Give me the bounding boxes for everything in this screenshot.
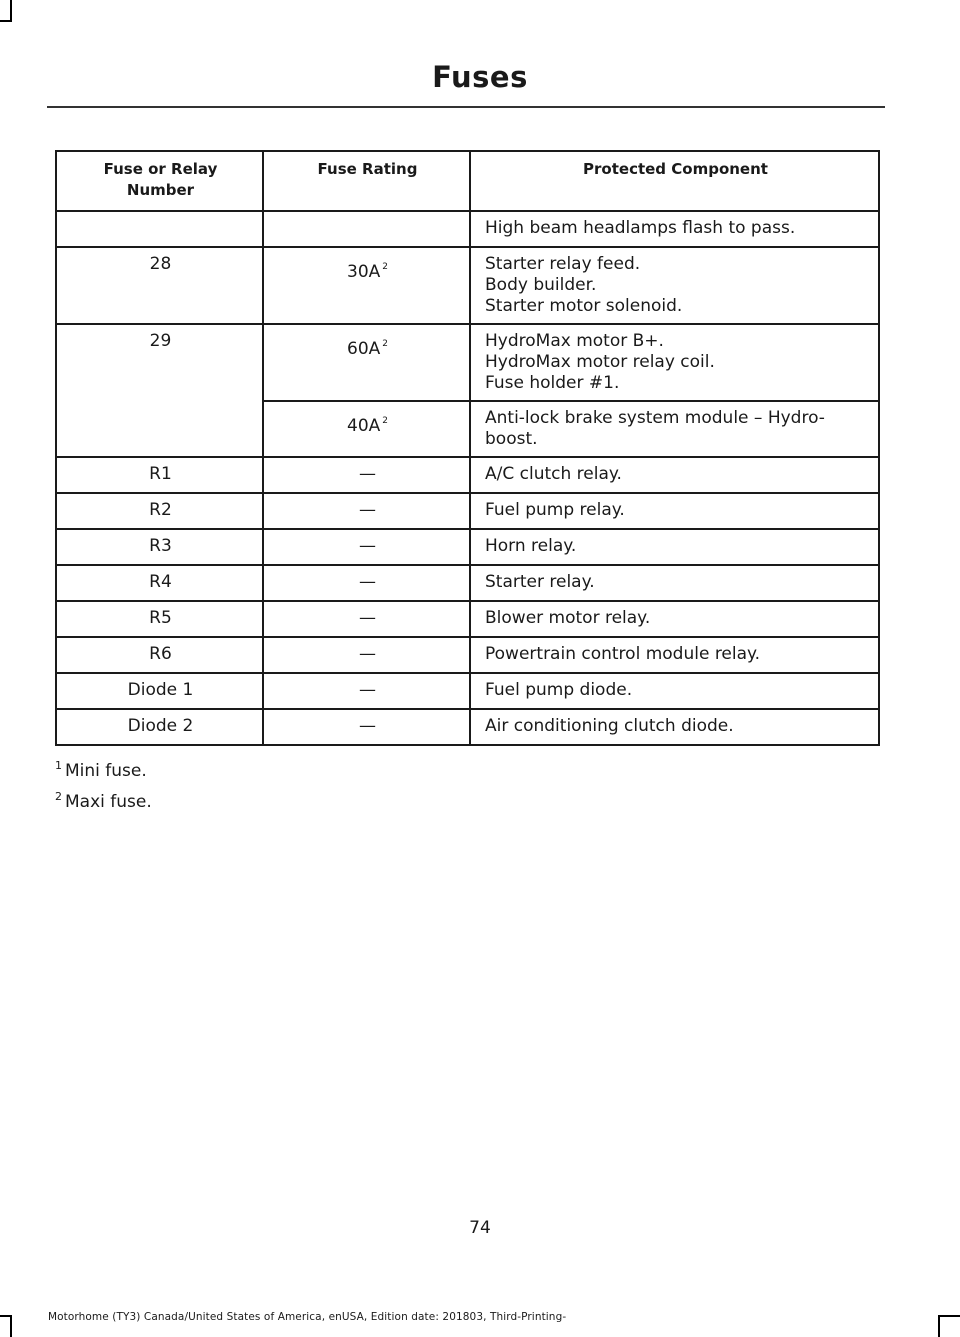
protected-component-cell [470,401,879,457]
table-body [56,211,879,745]
table-header-row [56,151,879,211]
fuse-number-cell: R6 [56,637,263,673]
component-line: Fuel pump diode. [485,680,633,700]
crop-mark [10,1315,12,1337]
fuse-number-cell: Diode 1 [56,673,263,709]
fuse-number-cell: R5 [56,601,263,637]
fuse-rating-cell [263,324,470,401]
component-line: Fuse holder #1. [485,373,620,393]
component-line: Blower motor relay. [485,608,651,628]
component-line: Starter motor solenoid. [485,296,683,316]
fuse-rating-value: — [359,608,376,628]
table-row [56,247,879,324]
footnote-text: Maxi fuse. [65,792,152,812]
footnotes [55,753,152,815]
fuse-table [55,150,880,746]
fuse-number-cell: R4 [56,565,263,601]
fuse-number-cell: R3 [56,529,263,565]
footnote-text: Mini fuse. [65,761,147,781]
fuse-rating-cell [263,493,470,529]
fuse-rating-cell [263,401,470,457]
crop-mark [0,20,12,22]
fuse-number-cell: Diode 2 [56,709,263,745]
protected-component-cell [470,247,879,324]
component-line: High beam headlamps flash to pass. [485,218,796,238]
protected-component-cell [470,211,879,247]
fuse-rating-value: 40A [347,416,381,436]
fuse-rating-cell [263,673,470,709]
fuse-rating-cell [263,709,470,745]
component-line: Powertrain control module relay. [485,644,761,664]
title-divider [47,106,885,108]
footnote-mark: 1 [55,759,62,772]
crop-mark [938,1315,940,1337]
table-row [56,457,879,493]
header-protected-component: Protected Component [470,151,879,211]
component-line: Starter relay. [485,572,595,592]
fuse-number-cell: 28 [56,247,263,324]
crop-mark [938,1315,960,1317]
table-row [56,673,879,709]
fuse-number-cell [56,211,263,247]
fuse-rating-value: — [359,644,376,664]
fuse-rating-cell [263,247,470,324]
fuse-rating-value: — [359,464,376,484]
footnote-mark: 2 [55,790,62,803]
fuse-rating-cell [263,565,470,601]
fuse-rating-cell [263,637,470,673]
header-fuse-number: Fuse or Relay Number [56,151,263,211]
protected-component-cell [470,601,879,637]
page-title: Fuses [432,60,528,94]
table-row [56,637,879,673]
component-line: A/C clutch relay. [485,464,622,484]
table-row [56,493,879,529]
protected-component-cell [470,324,879,401]
page-number: 74 [469,1218,491,1238]
footer-edition-text: Motorhome (TY3) Canada/United States of America, enUSA, Edition date: 201803, Third-Printing- [48,1311,567,1323]
fuse-rating-value: 30A [347,262,381,282]
footnote-reference: 2 [382,262,388,272]
fuse-number-cell: R1 [56,457,263,493]
component-line: Air conditioning clutch diode. [485,716,734,736]
header-fuse-rating: Fuse Rating [263,151,470,211]
protected-component-cell [470,457,879,493]
component-line: Body builder. [485,275,597,295]
fuse-rating-cell [263,211,470,247]
fuse-rating-value: — [359,680,376,700]
table-row [56,565,879,601]
fuse-rating-value: 60A [347,339,381,359]
protected-component-cell [470,673,879,709]
protected-component-cell [470,565,879,601]
crop-mark [0,1315,12,1317]
footnote [55,784,152,815]
table-row [56,601,879,637]
component-line: Anti-lock brake system module – Hydro-boost. [485,408,825,449]
component-line: HydroMax motor B+. [485,331,664,351]
table-row [56,211,879,247]
footnote-reference: 2 [382,416,388,426]
protected-component-cell [470,709,879,745]
fuse-rating-value: — [359,572,376,592]
protected-component-cell [470,637,879,673]
table-row [56,709,879,745]
fuse-rating-cell [263,457,470,493]
component-line: Starter relay feed. [485,254,641,274]
component-line: HydroMax motor relay coil. [485,352,715,372]
crop-mark [10,0,12,22]
fuse-rating-value: — [359,716,376,736]
fuse-rating-cell [263,529,470,565]
table-row [56,324,879,401]
fuse-number-cell: R2 [56,493,263,529]
protected-component-cell [470,493,879,529]
fuse-rating-value: — [359,500,376,520]
component-line: Horn relay. [485,536,577,556]
table-row [56,529,879,565]
fuse-rating-value: — [359,536,376,556]
component-line: Fuel pump relay. [485,500,625,520]
footnote [55,753,152,784]
fuse-number-cell: 29 [56,324,263,457]
protected-component-cell [470,529,879,565]
footnote-reference: 2 [382,339,388,349]
fuse-rating-cell [263,601,470,637]
